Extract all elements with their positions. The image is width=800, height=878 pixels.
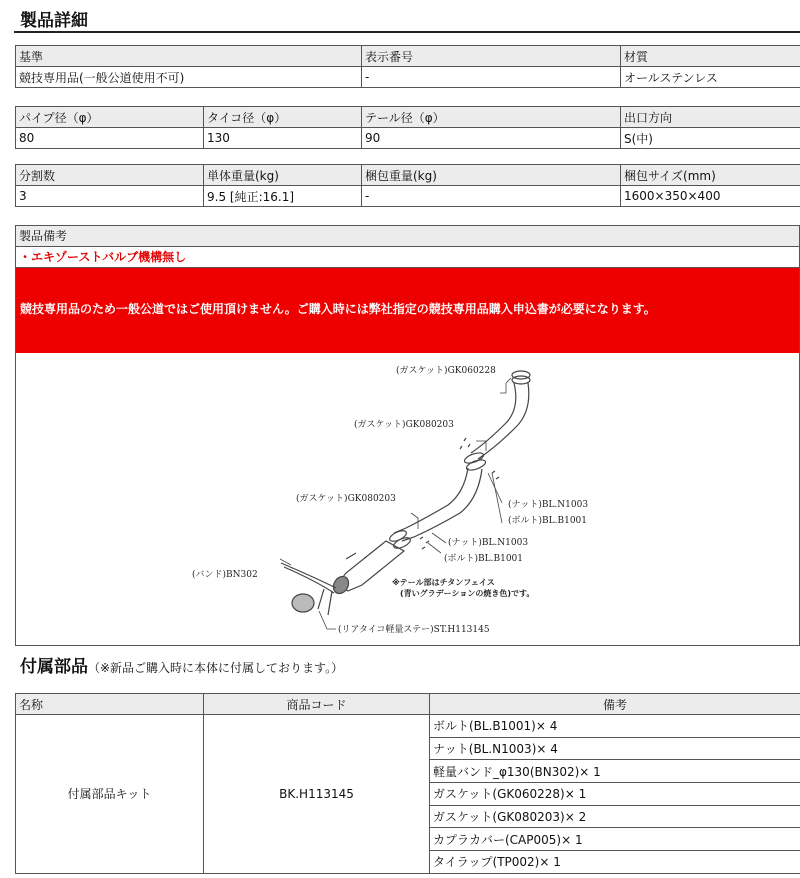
mid-flange [463,451,485,465]
accessories-table [15,693,800,874]
remarks-no-exhaust-valve: ・エキゾーストバルブ機構無し [16,247,799,268]
acc-item: ボルト(BL.B1001)× 4 [430,715,800,738]
band-part [281,563,336,588]
mid-pipe [394,468,468,533]
acc-item: タイラップ(TP002)× 1 [430,851,800,874]
accessories-title [20,652,343,677]
spec-header-unit-weight: 単体重量(kg) [204,165,362,186]
accessories-title-text: 付属部品 [20,657,88,677]
acc-item: ガスケット(GK080203)× 2 [430,805,800,828]
spec-header-standard: 基準 [16,46,362,67]
spec-table-weights [15,164,800,207]
spec-value-silencer-diameter: 130 [204,128,362,149]
label-rear-stay: (リアタイコ軽量ステー)ST.H113145 [338,625,490,635]
product-remarks-box [15,225,800,646]
exhaust-parts-diagram [16,353,799,645]
spec-table-standard [15,45,800,88]
acc-kit-name: 付属部品キット [16,715,204,874]
spec-header-package-size: 梱包サイズ(mm) [621,165,800,186]
spec-header-package-weight: 梱包重量(kg) [362,165,621,186]
acc-item: ナット(BL.N1003)× 4 [430,737,800,760]
spec-value-sections: 3 [16,186,204,207]
label-tail-note-1: ※テール部はチタンフェイス [392,578,495,587]
spec-value-standard: 競技専用品(一般公道使用不可) [16,67,362,88]
label-nut-2: (ナット)BL.N1003 [448,538,529,548]
stay-part [318,589,332,615]
accessories-subtitle: （※新品ご購入時に本体に付属しております。） [88,661,344,675]
acc-item: 軽量バンド_φ130(BN302)× 1 [430,760,800,783]
acc-kit-code: BK.H113145 [204,715,430,874]
remarks-header: 製品備考 [16,226,799,247]
title-divider [14,31,800,33]
label-tail-note-2: (青いグラデーションの焼き色)です。 [400,589,535,598]
acc-header-name: 名称 [16,694,204,715]
spec-value-pipe-diameter: 80 [16,128,204,149]
spec-header-silencer-diameter: タイコ径（φ） [204,107,362,128]
spec-value-unit-weight: 9.5 [純正:16.1] [204,186,362,207]
spec-header-tail-diameter: テール径（φ） [362,107,621,128]
spec-header-material: 材質 [621,46,800,67]
spec-value-package-size: 1600×350×400 [621,186,800,207]
acc-item: カプラカバー(CAP005)× 1 [430,828,800,851]
label-nut-1: (ナット)BL.N1003 [508,500,589,510]
label-gasket-060228: (ガスケット)GK060228 [396,366,496,376]
spec-value-outlet-direction: S(中) [621,128,800,149]
label-gasket-080203-b: (ガスケット)GK080203 [296,494,396,504]
spec-value-material: オールステンレス [621,67,800,88]
label-band: (バンド)BN302 [192,570,258,580]
racing-use-warning: 競技専用品のため一般公道ではご使用頂けません。ご購入時には弊社指定の競技専用品購入申込書が必要になります。 [16,268,799,353]
spec-value-display-number: - [362,67,621,88]
spec-value-tail-diameter: 90 [362,128,621,149]
spec-header-pipe-diameter: パイプ径（φ） [16,107,204,128]
front-pipe [471,383,516,453]
label-gasket-080203-a: (ガスケット)GK080203 [354,420,454,430]
spec-header-sections: 分割数 [16,165,204,186]
spec-value-package-weight: - [362,186,621,207]
label-bolt-1: (ボルト)BL.B1001 [508,516,587,526]
spec-header-outlet-direction: 出口方向 [621,107,800,128]
spec-table-diameters [15,106,800,149]
acc-header-remarks: 備考 [430,694,800,715]
spec-header-display-number: 表示番号 [362,46,621,67]
acc-item: ガスケット(GK060228)× 1 [430,783,800,806]
label-bolt-2: (ボルト)BL.B1001 [444,554,523,564]
acc-header-code: 商品コード [204,694,430,715]
product-details-title: 製品詳細 [20,11,88,31]
